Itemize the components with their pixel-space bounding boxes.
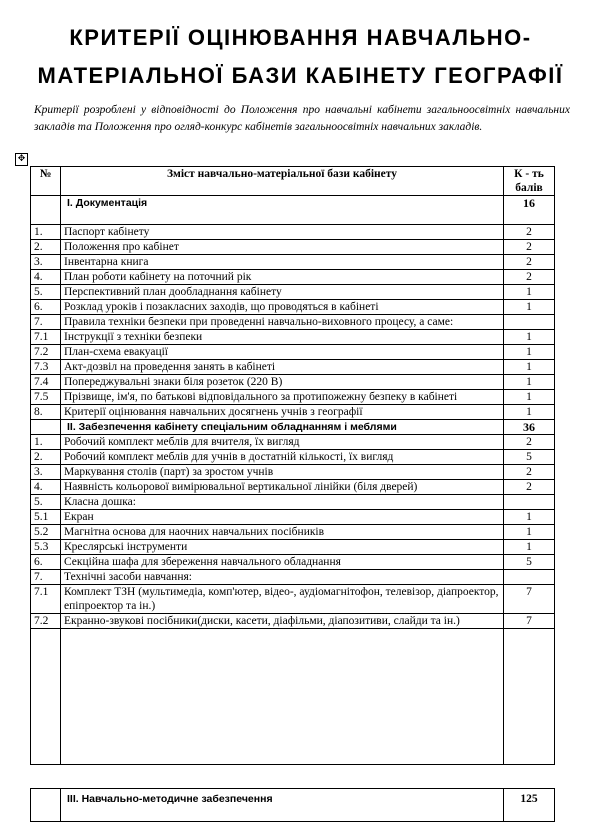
row-num: 7.	[31, 570, 61, 585]
table-row	[31, 360, 555, 375]
row-text: Технічні засоби навчання:	[61, 570, 504, 585]
row-text: Магнітна основа для наочних навчальних посібників	[61, 525, 504, 540]
row-text: Розклад уроків і позакласних заходів, що проводяться в кабінеті	[61, 300, 504, 315]
table-row	[31, 570, 555, 585]
table-row	[31, 285, 555, 300]
table-row	[31, 585, 555, 614]
row-num: 5.	[31, 495, 61, 510]
table-row	[31, 240, 555, 255]
row-text: Робочий комплект меблів для учнів в достатній кількості, їх вигляд	[61, 450, 504, 465]
criteria-table	[30, 166, 555, 765]
row-points: 1	[504, 405, 555, 420]
table-header-row	[31, 167, 555, 196]
row-points: 2	[504, 270, 555, 285]
row-text: Класна дошка:	[61, 495, 504, 510]
table-row	[31, 405, 555, 420]
row-num: 5.1	[31, 510, 61, 525]
row-text: Маркування столів (парт) за зростом учнів	[61, 465, 504, 480]
row-num: 1.	[31, 435, 61, 450]
row-points	[504, 315, 555, 330]
table-row	[31, 555, 555, 570]
empty-cell	[504, 629, 555, 765]
row-text: Комплект ТЗН (мультимедіа, комп'ютер, відео-, аудіомагнітофон, телевізор, діапроектор, епіпроектор та ін.)	[61, 585, 504, 614]
row-text: Робочий комплект меблів для вчителя, їх вигляд	[61, 435, 504, 450]
row-text: Креслярські інструменти	[61, 540, 504, 555]
section-3-table	[30, 788, 555, 822]
table-row	[31, 540, 555, 555]
row-text: Інструкції з техніки безпеки	[61, 330, 504, 345]
header-num: №	[31, 167, 61, 196]
row-points	[504, 495, 555, 510]
row-text: Секційна шафа для збереження навчального обладнання	[61, 555, 504, 570]
section-points: 16	[504, 196, 555, 225]
row-num: 5.3	[31, 540, 61, 555]
row-points: 1	[504, 525, 555, 540]
row-text: Прізвище, ім'я, по батькові відповідального за протипожежну безпеку в кабінеті	[61, 390, 504, 405]
section-points: 36	[504, 420, 555, 435]
table-row	[31, 345, 555, 360]
table-row	[31, 480, 555, 495]
row-num: 3.	[31, 255, 61, 270]
row-points: 1	[504, 375, 555, 390]
row-points: 1	[504, 330, 555, 345]
table-row	[31, 495, 555, 510]
table-row	[31, 465, 555, 480]
intro-paragraph: Критерії розроблені у відповідності до Положення про навчальні кабінети загальноосвітніх навчальних закладів та Положення про огляд-конкурс кабінетів загальноосвітніх навчальних закладів.	[34, 104, 570, 133]
table-row	[31, 450, 555, 465]
section-3-points: 125	[504, 789, 555, 822]
empty-cell	[31, 629, 61, 765]
row-text: Правила техніки безпеки при проведенні навчально-виховного процесу, а саме:	[61, 315, 504, 330]
row-num: 6.	[31, 555, 61, 570]
empty-row	[31, 629, 555, 765]
row-text: Наявність кольорової вимірювальної вертикальної лінійки (біля дверей)	[61, 480, 504, 495]
row-num: 7.4	[31, 375, 61, 390]
table-row	[31, 270, 555, 285]
row-points: 1	[504, 360, 555, 375]
section-3-title: ІІІ. Навчально-методичне забезпечення	[61, 789, 504, 822]
empty-cell	[61, 629, 504, 765]
row-points: 2	[504, 435, 555, 450]
table-row	[31, 330, 555, 345]
header-points: К - ть балів	[504, 167, 555, 196]
row-num: 2.	[31, 450, 61, 465]
section-title: ІІ. Забезпечення кабінету спеціальним обладнанням і меблями	[61, 420, 504, 435]
row-points: 2	[504, 255, 555, 270]
row-points: 1	[504, 540, 555, 555]
row-text: План-схема евакуації	[61, 345, 504, 360]
row-num: 7.1	[31, 330, 61, 345]
document-title-line1: КРИТЕРІЇ ОЦІНЮВАННЯ НАВЧАЛЬНО-	[69, 25, 532, 50]
row-text: Критерії оцінювання навчальних досягнень учнів з географії	[61, 405, 504, 420]
row-num: 2.	[31, 240, 61, 255]
table-row	[31, 435, 555, 450]
row-num: 5.	[31, 285, 61, 300]
row-num: 7.2	[31, 345, 61, 360]
row-text: Екран	[61, 510, 504, 525]
row-num: 6.	[31, 300, 61, 315]
row-num: 4.	[31, 480, 61, 495]
row-text: Інвентарна книга	[61, 255, 504, 270]
row-points: 2	[504, 225, 555, 240]
table-row	[31, 315, 555, 330]
row-points	[504, 570, 555, 585]
row-text: Акт-дозвіл на проведення занять в кабінеті	[61, 360, 504, 375]
row-points: 1	[504, 510, 555, 525]
row-text: Екранно-звукові посібники(диски, касети, діафільми, діапозитиви, слайди та ін.)	[61, 614, 504, 629]
table-row	[31, 510, 555, 525]
row-text: План роботи кабінету на поточний рік	[61, 270, 504, 285]
row-points: 7	[504, 585, 555, 614]
row-points: 5	[504, 450, 555, 465]
row-points: 2	[504, 240, 555, 255]
table-row	[31, 255, 555, 270]
row-points: 2	[504, 480, 555, 495]
table-row	[31, 225, 555, 240]
row-points: 5	[504, 555, 555, 570]
table-row	[31, 390, 555, 405]
row-num: 7.	[31, 315, 61, 330]
table-row	[31, 300, 555, 315]
row-text: Положення про кабінет	[61, 240, 504, 255]
table-row	[31, 614, 555, 629]
row-text: Паспорт кабінету	[61, 225, 504, 240]
document-title-line2: МАТЕРІАЛЬНОЇ БАЗИ КАБІНЕТУ ГЕОГРАФІЇ	[37, 63, 564, 88]
row-num: 7.3	[31, 360, 61, 375]
section-header-row	[31, 420, 555, 435]
table-row	[31, 525, 555, 540]
row-num: 7.1	[31, 585, 61, 614]
row-num: 7.5	[31, 390, 61, 405]
header-content: Зміст навчально-матеріальної бази кабінету	[61, 167, 504, 196]
move-icon[interactable]: ✥	[15, 153, 28, 166]
row-text: Перспективний план дообладнання кабінету	[61, 285, 504, 300]
row-points: 1	[504, 345, 555, 360]
row-num: 3.	[31, 465, 61, 480]
row-points: 7	[504, 614, 555, 629]
section-title: І. Документація	[61, 196, 504, 225]
row-num: 5.2	[31, 525, 61, 540]
table-row	[31, 375, 555, 390]
row-points: 2	[504, 465, 555, 480]
section-num	[31, 196, 61, 225]
section-header-row	[31, 196, 555, 225]
section-num	[31, 420, 61, 435]
row-num: 7.2	[31, 614, 61, 629]
row-num: 4.	[31, 270, 61, 285]
row-points: 1	[504, 390, 555, 405]
row-num: 8.	[31, 405, 61, 420]
row-points: 1	[504, 300, 555, 315]
row-points: 1	[504, 285, 555, 300]
row-text: Попереджувальні знаки біля розеток (220 В)	[61, 375, 504, 390]
row-num: 1.	[31, 225, 61, 240]
